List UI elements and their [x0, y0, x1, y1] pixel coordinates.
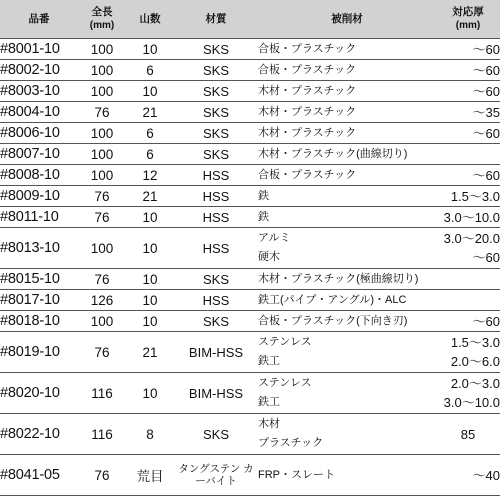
cell-teeth: 21 [126, 332, 174, 373]
cell-teeth: 荒目 [126, 455, 174, 496]
range-line: 3.0〜10.0 [443, 209, 500, 225]
cell-code: #8017-10 [0, 290, 78, 311]
table-row [0, 123, 500, 144]
cell-cut-material [258, 123, 436, 144]
cell-range [436, 60, 500, 81]
range-line: 1.5〜3.0 [450, 335, 500, 350]
cell-code: #8007-10 [0, 144, 78, 165]
cell-code: #8006-10 [0, 123, 78, 144]
range-line: 〜35 [472, 104, 500, 120]
cell-code: #8019-10 [0, 332, 78, 373]
cell-teeth: 21 [126, 102, 174, 123]
cut-material-line: ステンレス [258, 336, 312, 348]
cell-material: SKS [174, 39, 258, 60]
cell-range [436, 186, 500, 207]
table-row [0, 228, 500, 269]
cell-code: #8013-10 [0, 228, 78, 269]
cut-material-line: 鉄 [258, 189, 269, 202]
range-line: 〜60 [472, 167, 500, 183]
cell-teeth: 10 [126, 311, 174, 332]
cut-material-line: アルミ [258, 232, 291, 244]
table-row [0, 144, 500, 165]
cell-teeth: 6 [126, 144, 174, 165]
cut-material-line: FRP・スレート [258, 468, 335, 481]
cell-material: HSS [174, 207, 258, 228]
cell-cut-material [258, 186, 436, 207]
cut-material-line: 合板・プラスチック [258, 168, 357, 181]
cell-material: BIM-HSS [174, 332, 258, 373]
cell-material: SKS [174, 123, 258, 144]
cut-material-line: 合板・プラスチック [258, 63, 357, 76]
cell-length: 76 [78, 269, 126, 290]
cell-range [436, 290, 500, 311]
cut-material-line: 木材・プラスチック(極曲線切り) [258, 272, 419, 285]
cell-cut-material [258, 332, 436, 373]
cell-code: #8020-10 [0, 373, 78, 414]
cell-teeth: 10 [126, 207, 174, 228]
range-line: 〜60 [472, 62, 500, 78]
cell-teeth: 10 [126, 290, 174, 311]
cell-material: HSS [174, 290, 258, 311]
cell-range [436, 311, 500, 332]
header-length: 全長 (mm) [78, 0, 126, 39]
table-row [0, 81, 500, 102]
cell-material: BIM-HSS [174, 373, 258, 414]
cell-length: 100 [78, 39, 126, 60]
table-row [0, 102, 500, 123]
table-row [0, 311, 500, 332]
table-row [0, 414, 500, 455]
cell-range [436, 455, 500, 496]
range-line: 〜60 [472, 41, 500, 57]
cell-code: #8003-10 [0, 81, 78, 102]
cell-range [436, 165, 500, 186]
cell-cut-material [258, 207, 436, 228]
cell-material: HSS [174, 165, 258, 186]
cut-material-line: 木材・プラスチック [258, 84, 357, 97]
header-range: 対応厚 (mm) [436, 0, 500, 39]
table-row [0, 373, 500, 414]
cell-cut-material [258, 269, 436, 290]
table-row [0, 207, 500, 228]
cell-teeth: 8 [126, 414, 174, 455]
cut-material-line: 鉄工(パイプ・アングル)・ALC [258, 293, 407, 306]
range-line: 1.5〜3.0 [450, 188, 500, 204]
cut-material-line: 鉄工 [258, 396, 280, 408]
header-cut-material: 被削材 [258, 0, 436, 39]
cell-range [436, 39, 500, 60]
header-code: 品番 [0, 0, 78, 39]
cell-range [436, 144, 500, 165]
cut-material-line: 木材 [258, 418, 280, 430]
cell-length: 100 [78, 165, 126, 186]
cell-code: #8001-10 [0, 39, 78, 60]
cut-material-line: ステンレス [258, 377, 312, 389]
cell-material: SKS [174, 144, 258, 165]
cell-material: HSS [174, 228, 258, 269]
header-teeth: 山数 [126, 0, 174, 39]
cell-teeth: 6 [126, 123, 174, 144]
cut-material-line: 木材・プラスチック [258, 105, 357, 118]
table-row [0, 332, 500, 373]
cell-cut-material [258, 228, 436, 269]
cut-material-line: 木材・プラスチック [258, 126, 357, 139]
table-row [0, 455, 500, 496]
cell-cut-material [258, 81, 436, 102]
range-line: 2.0〜6.0 [450, 354, 500, 369]
cell-range [436, 228, 500, 269]
cell-cut-material [258, 165, 436, 186]
cell-range [436, 373, 500, 414]
header-row [0, 0, 500, 39]
range-line: 2.0〜3.0 [450, 376, 500, 391]
cut-material-line: 鉄 [258, 210, 269, 223]
range-line: 〜60 [472, 250, 500, 265]
cell-range [436, 81, 500, 102]
cell-cut-material [258, 311, 436, 332]
cell-range [436, 102, 500, 123]
cell-code: #8008-10 [0, 165, 78, 186]
range-line: 〜60 [472, 125, 500, 141]
cell-cut-material [258, 290, 436, 311]
cell-teeth: 10 [126, 269, 174, 290]
cut-material-line: 鉄工 [258, 355, 280, 367]
range-line: 3.0〜20.0 [443, 231, 500, 246]
cell-cut-material [258, 39, 436, 60]
cell-teeth: 10 [126, 228, 174, 269]
cell-teeth: 12 [126, 165, 174, 186]
table-row [0, 186, 500, 207]
cell-range [436, 332, 500, 373]
cell-cut-material [258, 102, 436, 123]
cell-length: 126 [78, 290, 126, 311]
cell-code: #8009-10 [0, 186, 78, 207]
table-row [0, 39, 500, 60]
cell-range [436, 123, 500, 144]
cell-length: 100 [78, 144, 126, 165]
cell-cut-material [258, 414, 436, 455]
cut-material-line: プラスチック [258, 437, 324, 449]
cut-material-line: 硬木 [258, 251, 280, 263]
cell-code: #8018-10 [0, 311, 78, 332]
cut-material-line: 木材・プラスチック(曲線切り) [258, 147, 408, 160]
cell-length: 100 [78, 228, 126, 269]
cell-teeth: 10 [126, 39, 174, 60]
cell-length: 76 [78, 102, 126, 123]
cell-range [436, 207, 500, 228]
cell-cut-material [258, 373, 436, 414]
header-material: 材質 [174, 0, 258, 39]
cell-code: #8011-10 [0, 207, 78, 228]
table-row [0, 60, 500, 81]
cell-code: #8004-10 [0, 102, 78, 123]
cell-length: 100 [78, 123, 126, 144]
range-line: 〜60 [472, 313, 500, 329]
cell-range [436, 414, 500, 455]
cell-cut-material [258, 60, 436, 81]
cell-material: HSS [174, 186, 258, 207]
cell-teeth: 10 [126, 373, 174, 414]
cell-material: SKS [174, 102, 258, 123]
table-row [0, 269, 500, 290]
cell-material: SKS [174, 311, 258, 332]
cell-length: 100 [78, 60, 126, 81]
cell-material: SKS [174, 269, 258, 290]
cell-material: SKS [174, 60, 258, 81]
cell-teeth: 6 [126, 60, 174, 81]
cut-material-line: 合板・プラスチック(下向き刃) [258, 314, 408, 327]
table-body [0, 39, 500, 496]
cell-length: 76 [78, 455, 126, 496]
cell-length: 76 [78, 186, 126, 207]
cell-length: 100 [78, 81, 126, 102]
cell-cut-material [258, 144, 436, 165]
cell-material: タングステン カーバイト [174, 455, 258, 496]
range-line: 〜60 [472, 83, 500, 99]
cell-length: 116 [78, 373, 126, 414]
cell-length: 116 [78, 414, 126, 455]
range-line: 3.0〜10.0 [443, 395, 500, 410]
cell-code: #8002-10 [0, 60, 78, 81]
table-row [0, 165, 500, 186]
cell-code: #8015-10 [0, 269, 78, 290]
cell-teeth: 10 [126, 81, 174, 102]
range-line: 〜40 [472, 467, 500, 483]
cut-material-line: 合板・プラスチック [258, 42, 357, 55]
cell-range [436, 269, 500, 290]
cell-teeth: 21 [126, 186, 174, 207]
cell-material: SKS [174, 414, 258, 455]
cell-length: 76 [78, 207, 126, 228]
table-row [0, 290, 500, 311]
cell-material: SKS [174, 81, 258, 102]
cell-length: 100 [78, 311, 126, 332]
cell-length: 76 [78, 332, 126, 373]
cell-cut-material [258, 455, 436, 496]
cell-code: #8041-05 [0, 455, 78, 496]
cell-code: #8022-10 [0, 414, 78, 455]
range-line: 85 [460, 426, 476, 442]
